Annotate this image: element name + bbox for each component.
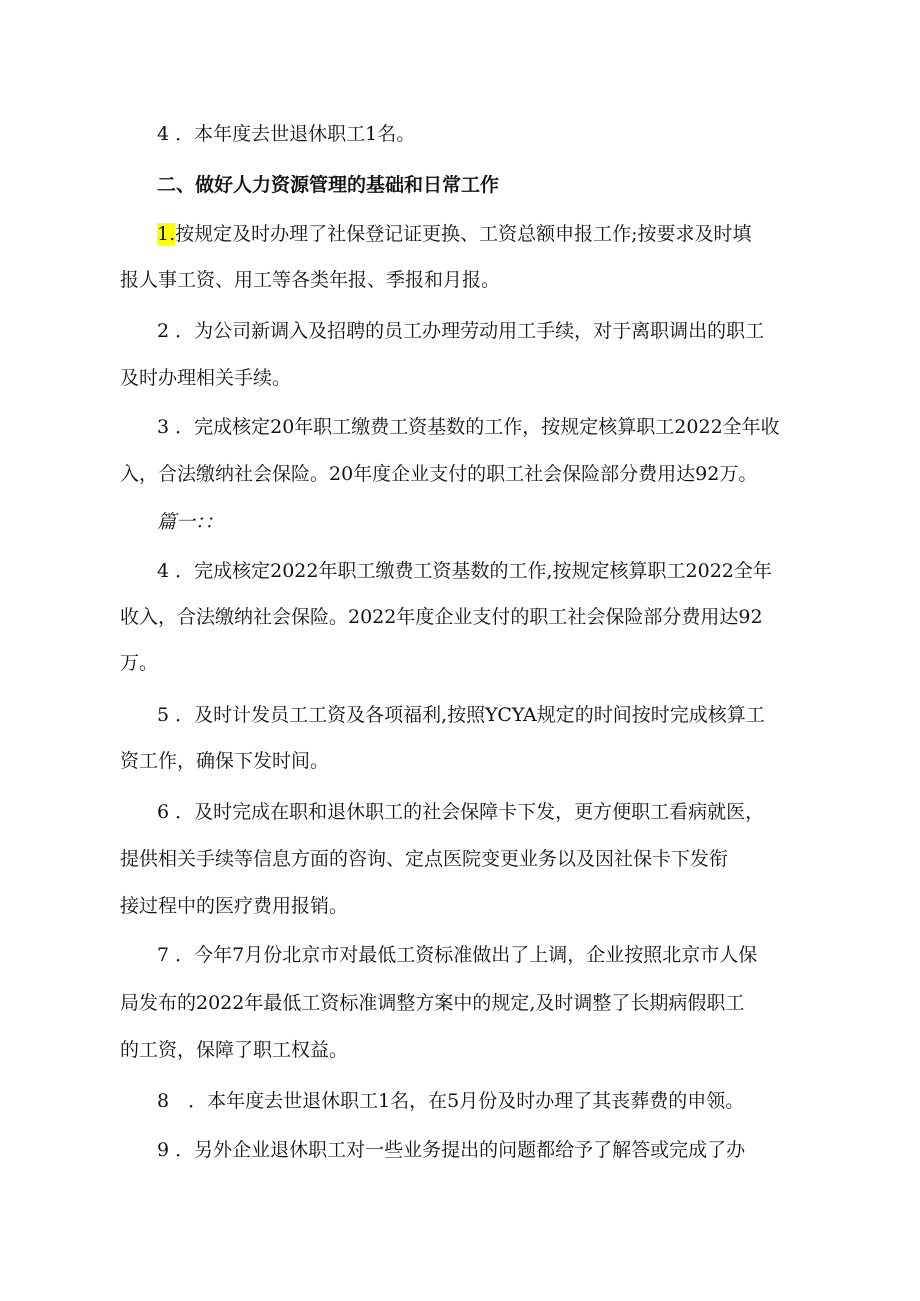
- paragraph-line: 的工资，保障了职工权益。: [120, 1039, 349, 1061]
- paragraph-line: 资工作，确保下发时间。: [120, 750, 330, 772]
- paragraph-line: 2 ．为公司新调入及招聘的员工办理劳动用工手续，对于离职调出的职工: [157, 320, 765, 342]
- paragraph-line: 接过程中的医疗费用报销。: [120, 895, 349, 917]
- paragraph-line: 5 ．及时计发员工工资及各项福利,按照YCYA规定的时间按时完成核算工: [157, 704, 765, 726]
- paragraph-line: 入，合法缴纳社会保险。20年度企业支付的职工社会保险部分费用达92万。: [120, 463, 758, 485]
- paragraph-line: 提供相关手续等信息方面的咨询、定点医院变更业务以及因社保卡下发衔: [120, 848, 729, 870]
- paragraph-line: 及时办理相关手续。: [120, 367, 292, 389]
- paragraph-line-text: 按规定及时办理了社保登记证更换、工资总额申报工作;按要求及时填: [175, 223, 752, 245]
- paragraph-line: [157, 221, 810, 247]
- paragraph-line: 收入，合法缴纳社会保险。2022年度企业支付的职工社会保险部分费用达92: [120, 606, 763, 628]
- highlighted-item-number: 1.: [157, 223, 176, 245]
- paragraph-line: 3 ．完成核定20年职工缴费工资基数的工作，按规定核算职工2022全年收: [157, 416, 780, 438]
- paragraph-line: 万。: [120, 652, 159, 674]
- paragraph-line: 7 ．今年7月份北京市对最低工资标准做出了上调，企业按照北京市人保: [157, 944, 758, 966]
- paragraph-line: 8 ．本年度去世退休职工1名，在5月份及时办理了其丧葬费的申领。: [157, 1090, 745, 1112]
- paragraph-line: 4 ．完成核定2022年职工缴费工资基数的工作,按规定核算职工2022全年: [157, 560, 772, 582]
- paragraph-line: 篇一：：: [157, 511, 224, 533]
- section-heading: 二、做好人力资源管理的基础和日常工作: [157, 174, 500, 196]
- paragraph-line: 9 ．另外企业退休职工对一些业务提出的问题都给予了解答或完成了办: [157, 1139, 746, 1161]
- paragraph-line: 6 ．及时完成在职和退休职工的社会保障卡下发，更方便职工看病就医，: [157, 801, 765, 823]
- paragraph-line: 局发布的2022年最低工资标准调整方案中的规定,及时调整了长期病假职工: [120, 992, 745, 1014]
- paragraph-line: 报人事工资、用工等各类年报、季报和月报。: [120, 269, 501, 291]
- paragraph-line: 4 ．本年度去世退休职工1名。: [157, 123, 416, 145]
